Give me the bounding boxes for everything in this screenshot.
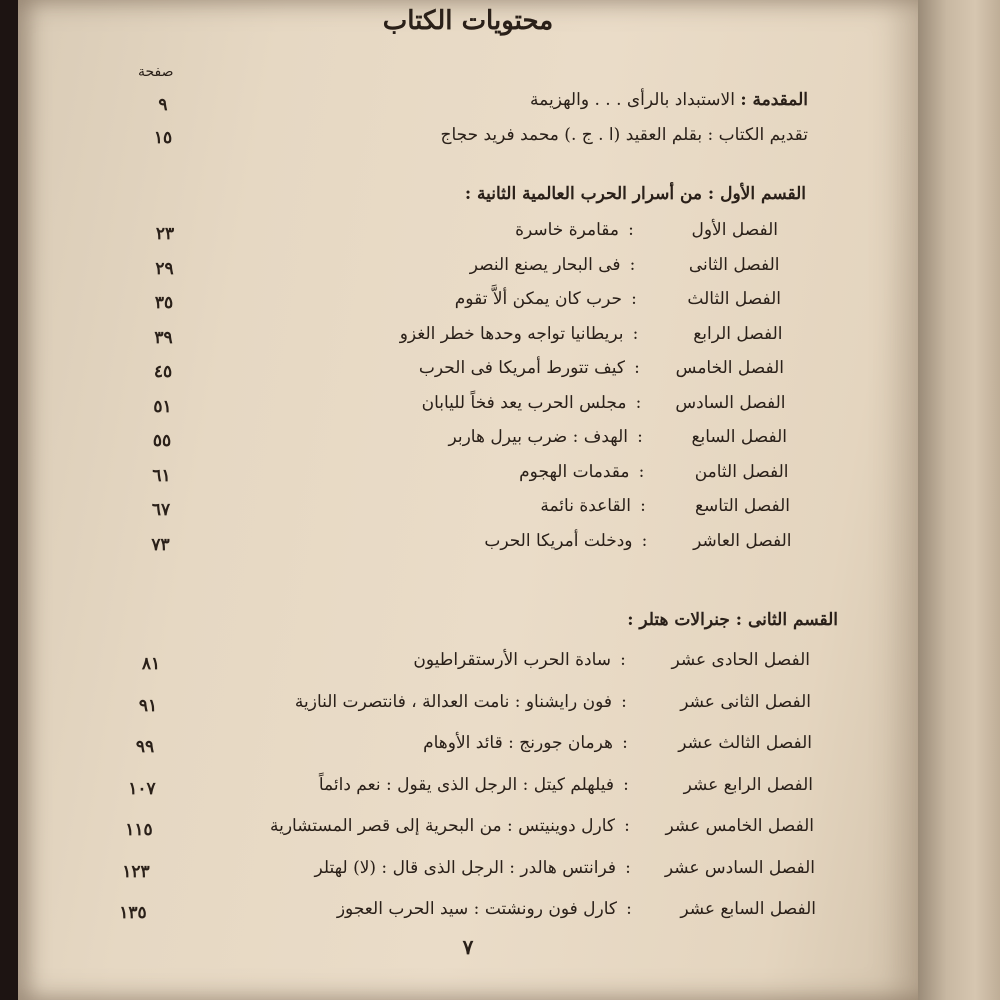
- page-number-cell: ٧٣: [151, 534, 170, 555]
- separator-colon: :: [634, 358, 640, 378]
- intro-row: [530, 92, 808, 109]
- page-number-cell: ١٢٣: [122, 861, 150, 882]
- page-number-cell: ٢٩: [155, 258, 174, 279]
- chapter-label: الفصل الخامس: [675, 358, 784, 378]
- chapter-row: [314, 857, 815, 878]
- chapter-title: حرب كان يمكن ألاَّ تقوم: [454, 289, 622, 309]
- intro-text: الاستبداد بالرأى . . . والهزيمة: [530, 90, 735, 110]
- page-number-cell: ٩١: [138, 695, 158, 716]
- chapter-title: فى البحار يصنع النصر: [469, 254, 621, 275]
- separator-colon: :: [638, 461, 645, 482]
- chapter-label: الفصل الخامس عشر: [665, 816, 814, 836]
- chapter-label: الفصل الثانى عشر: [680, 691, 811, 712]
- chapter-title: الهدف : ضرب بيرل هاربر: [448, 427, 628, 447]
- chapter-row: [448, 429, 787, 446]
- chapter-row: [455, 291, 781, 308]
- chapter-row: [540, 498, 790, 515]
- chapter-label: الفصل الرابع عشر: [683, 774, 813, 795]
- chapter-row: [294, 691, 811, 712]
- separator-colon: :: [623, 774, 629, 795]
- chapter-title: مقدمات الهجوم: [519, 461, 630, 482]
- facing-page-edge: [918, 0, 1000, 1000]
- page-number-cell: ١٥: [153, 128, 173, 148]
- page-column-label: صفحة: [138, 64, 174, 80]
- page-number-cell: ١٣٥: [119, 903, 147, 923]
- chapter-label: الفصل الثامن: [694, 461, 789, 482]
- chapter-title: مقامرة خاسرة: [515, 220, 619, 240]
- chapter-label: الفصل التاسع: [694, 496, 790, 516]
- page-number-cell: ٩٩: [135, 737, 155, 757]
- separator-colon: :: [622, 733, 628, 753]
- chapter-title: كارل دوينيتس : من البحرية إلى قصر المستشارية: [270, 816, 615, 836]
- separator-colon: :: [632, 323, 639, 344]
- chapter-label: الفصل الثالث: [687, 289, 781, 309]
- page-number-cell: ٥١: [153, 396, 172, 417]
- page-number-cell: ١٠٧: [128, 778, 156, 799]
- chapter-label: الفصل الثانى: [688, 254, 780, 275]
- chapter-title: القاعدة نائمة: [540, 496, 631, 516]
- page-number-cell: ٤٥: [153, 362, 173, 382]
- chapter-title: ودخلت أمريكا الحرب: [484, 530, 633, 551]
- page-title: محتويات الكتاب: [382, 6, 554, 36]
- chapter-label: الفصل السادس: [675, 392, 786, 413]
- page-number-cell: ٨١: [141, 654, 161, 674]
- chapter-label: الفصل السابع: [691, 427, 787, 447]
- chapter-row: [423, 735, 812, 752]
- page-number-cell: ٣٩: [154, 327, 173, 348]
- chapter-row: [413, 652, 810, 669]
- chapter-row: [519, 461, 789, 482]
- separator-colon: :: [628, 220, 634, 240]
- chapter-row: [270, 818, 814, 835]
- separator-colon: :: [620, 650, 626, 670]
- separator-colon: :: [641, 530, 648, 551]
- page-number-cell: ٦١: [152, 465, 171, 486]
- chapter-title: كيف تتورط أمريكا فى الحرب: [418, 358, 625, 378]
- separator-colon: :: [625, 857, 631, 878]
- intro-label: تقديم الكتاب :: [707, 125, 808, 145]
- separator-colon: :: [631, 289, 637, 309]
- chapter-row: [515, 222, 778, 239]
- chapter-title: فرانتس هالدر : الرجل الذى قال : (لا) لهتلر: [314, 857, 616, 878]
- separator-colon: :: [624, 816, 630, 836]
- separator-colon: :: [637, 427, 643, 447]
- page-number-cell: ٥٥: [152, 431, 172, 451]
- chapter-label: الفصل الثالث عشر: [678, 733, 812, 753]
- part1-heading: القسم الأول : من أسرار الحرب العالمية الثانية :: [464, 184, 806, 204]
- chapter-row: [421, 392, 786, 413]
- chapter-row: [318, 774, 813, 795]
- chapter-row: [337, 901, 816, 918]
- separator-colon: :: [621, 691, 627, 712]
- page-number-cell: ٩: [158, 95, 168, 115]
- chapter-title: بريطانيا تواجه وحدها خطر الغزو: [399, 323, 624, 344]
- chapter-row: [399, 323, 783, 344]
- chapter-title: كارل فون رونشتت : سيد الحرب العجوز: [336, 899, 617, 919]
- chapter-row: [469, 254, 780, 275]
- page-number-cell: ١١٥: [125, 820, 153, 840]
- intro-label: المقدمة :: [740, 90, 808, 110]
- chapter-title: سادة الحرب الأرستقراطيون: [413, 650, 611, 670]
- chapter-label: الفصل الحادى عشر: [671, 650, 810, 670]
- separator-colon: :: [629, 254, 636, 275]
- separator-colon: :: [635, 392, 642, 413]
- chapter-row: [484, 530, 792, 551]
- intro-text: بقلم العقيد (ا . ج .) محمد فريد حجاج: [440, 125, 703, 145]
- intro-row: [440, 127, 808, 144]
- chapter-label: الفصل الأول: [691, 220, 778, 240]
- chapter-title: هرمان جورنج : قائد الأوهام: [423, 733, 613, 753]
- separator-colon: :: [626, 899, 632, 919]
- chapter-title: فيلهلم كيتل : الرجل الذى يقول : نعم دائماً: [318, 774, 614, 795]
- chapter-label: الفصل العاشر: [693, 530, 792, 551]
- chapter-title: مجلس الحرب يعد فخاً لليابان: [421, 392, 627, 413]
- chapter-label: الفصل السادس عشر: [664, 857, 815, 878]
- separator-colon: :: [640, 496, 646, 516]
- book-page: [18, 0, 918, 1000]
- chapter-label: الفصل السابع عشر: [680, 899, 816, 919]
- page-number-cell: ٣٥: [154, 293, 174, 313]
- chapter-label: الفصل الرابع: [693, 323, 783, 344]
- part2-heading: القسم الثانى : جنرالات هتلر :: [627, 610, 838, 630]
- page-number-cell: ٦٧: [151, 500, 171, 520]
- page-number-cell: ٢٣: [155, 224, 175, 244]
- page-footer-number: ٧: [462, 935, 474, 959]
- chapter-title: فون رايشناو : نامت العدالة ، فانتصرت النازية: [294, 691, 612, 712]
- chapter-row: [419, 360, 784, 377]
